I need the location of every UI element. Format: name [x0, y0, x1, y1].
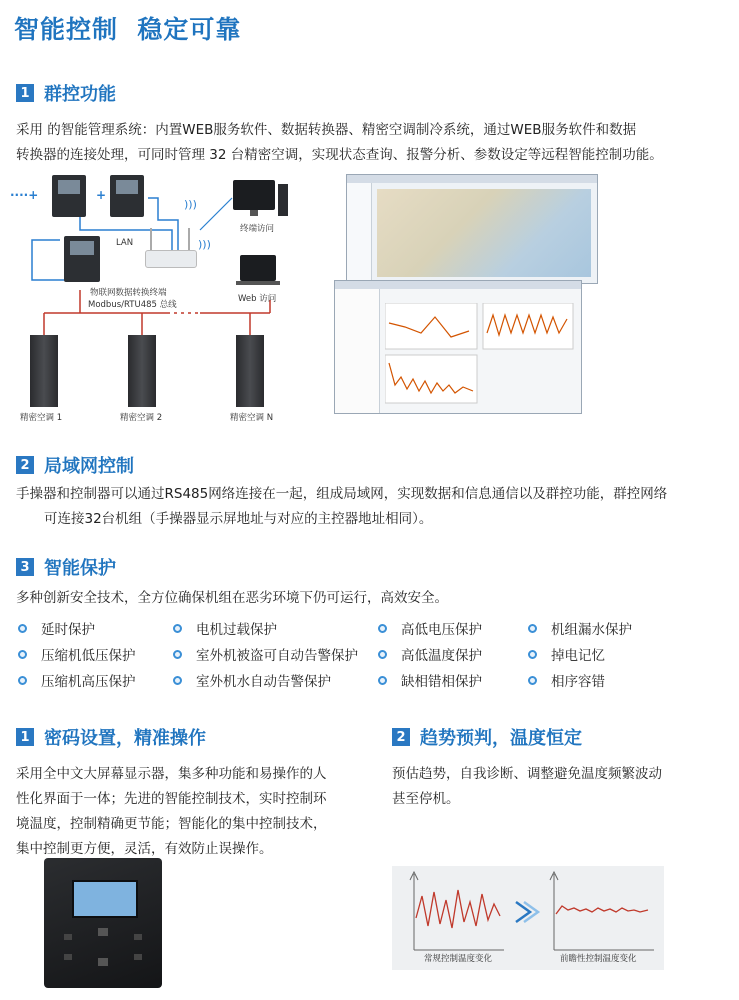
paragraph-line: 采用 的智能管理系统：内置WEB服务软件、数据转换器、精密空调制冷系统，通过WEB服务软件和数据	[16, 122, 637, 138]
network-diagram	[0, 170, 330, 425]
lan-label: LAN	[116, 238, 134, 248]
temperature-comparison-figure	[392, 866, 664, 970]
bullet-icon	[528, 624, 537, 633]
trend-lines	[385, 303, 575, 407]
section-title: 局域网控制	[44, 456, 134, 477]
section-4-header	[16, 724, 206, 750]
feature-item: 压缩机高压保护	[18, 670, 136, 690]
section-title: 群控功能	[44, 84, 116, 105]
bullet-icon	[173, 676, 182, 685]
ac-unit-icon	[236, 335, 264, 407]
controller-icon	[52, 175, 86, 217]
feature-item: 相序容错	[528, 670, 605, 690]
chart-label: 常规控制温度变化	[424, 954, 493, 964]
section-title: 趋势预判，温度恒定	[420, 728, 582, 749]
wifi-icon: )))	[184, 198, 197, 211]
router-antenna	[150, 228, 152, 250]
bullet-icon	[173, 650, 182, 659]
monitor-icon	[233, 180, 275, 210]
feature-item: 电机过载保护	[173, 618, 277, 638]
bullet-icon	[18, 676, 27, 685]
router-antenna	[188, 228, 190, 250]
bullet-icon	[528, 650, 537, 659]
feature-item: 掉电记忆	[528, 644, 605, 664]
ac-unit-icon	[128, 335, 156, 407]
gateway-icon	[64, 236, 100, 282]
unit-label: 精密空调 1	[20, 413, 63, 423]
paragraph-line: 集中控制更方便，灵活，有效防止误操作。	[16, 841, 273, 857]
section-3-header	[16, 554, 116, 580]
bullet-icon	[18, 650, 27, 659]
bullet-icon	[378, 624, 387, 633]
chart-label: 前瞻性控制温度变化	[560, 954, 637, 964]
feature-item: 缺相错相保护	[378, 670, 482, 690]
section-number-badge: 2	[16, 456, 34, 474]
feature-item: 室外机被盗可自动告警保护	[173, 644, 358, 664]
section-2-header	[16, 452, 134, 478]
web-label: Web 访问	[238, 294, 277, 304]
bullet-icon	[378, 676, 387, 685]
terminal-label: 终端访问	[240, 224, 275, 234]
paragraph-line: 预估趋势，自我诊断、调整避免温度频繁波动	[392, 766, 662, 782]
section-2-paragraph	[16, 482, 731, 532]
section-5-paragraph	[392, 762, 712, 812]
feature-item: 压缩机低压保护	[18, 644, 136, 664]
paragraph-line: 采用全中文大屏幕显示器，集多种功能和易操作的人	[16, 766, 327, 782]
map-software-screenshot	[346, 174, 598, 284]
protection-feature-grid	[18, 618, 733, 698]
gateway-label: 物联网数据转换终端	[90, 288, 167, 298]
wifi-icon: )))	[198, 238, 211, 251]
section-number-badge: 3	[16, 558, 34, 576]
laptop-base	[236, 281, 280, 285]
feature-item: 机组漏水保护	[528, 618, 632, 638]
section-3-intro: 多种创新安全技术，全方位确保机组在恶劣环境下仍可运行，高效安全。	[16, 590, 448, 606]
section-number-badge: 2	[392, 728, 410, 746]
paragraph-line: 转换器的连接处理，可同时管理 32 台精密空调，实现状态查询、报警分析、参数设定等远程智能控制功能。	[16, 147, 663, 163]
ac-unit-icon	[30, 335, 58, 407]
section-title: 密码设置，精准操作	[44, 728, 206, 749]
monitor-stand	[250, 210, 258, 216]
section-number-badge: 1	[16, 84, 34, 102]
paragraph-line: 手操器和控制器可以通过RS485网络连接在一起，组成局域网，实现数据和信息通信以及群控功能，群控网络	[16, 486, 668, 502]
bus-label: Modbus/RTU485 总线	[88, 300, 177, 310]
feature-item: 高低电压保护	[378, 618, 482, 638]
paragraph-line: 可连接32台机组（手操器显示屏地址与对应的主控器地址相同）。	[44, 511, 433, 527]
router-icon	[145, 250, 197, 268]
controller-screen	[72, 880, 138, 918]
section-5-header	[392, 724, 582, 750]
bullet-icon	[18, 624, 27, 633]
paragraph-line: 性化界面于一体；先进的智能控制技术，实时控制环	[16, 791, 327, 807]
section-4-paragraph	[16, 762, 361, 862]
controller-icon	[110, 175, 144, 217]
laptop-icon	[240, 255, 276, 281]
section-1-paragraph	[16, 118, 731, 168]
hand-controller-image	[44, 858, 162, 988]
unit-label: 精密空调 2	[120, 413, 163, 423]
page-title: 智能控制 稳定可靠	[14, 15, 242, 44]
section-title: 智能保护	[44, 558, 116, 579]
feature-item: 高低温度保护	[378, 644, 482, 664]
section-1-header	[16, 80, 116, 106]
feature-item: 室外机水自动告警保护	[173, 670, 331, 690]
feature-item: 延时保护	[18, 618, 95, 638]
bullet-icon	[173, 624, 182, 633]
pc-tower-icon	[278, 184, 288, 216]
plus-sign: +	[96, 188, 107, 202]
unit-label: 精密空调 N	[230, 413, 274, 423]
paragraph-line: 境温度，控制精确更节能；智能化的集中控制技术，	[16, 816, 327, 832]
trend-software-screenshot	[334, 280, 582, 414]
bullet-icon	[378, 650, 387, 659]
paragraph-line: 甚至停机。	[392, 791, 460, 807]
bullet-icon	[528, 676, 537, 685]
chain-dots: ····+	[10, 188, 39, 202]
section-number-badge: 1	[16, 728, 34, 746]
